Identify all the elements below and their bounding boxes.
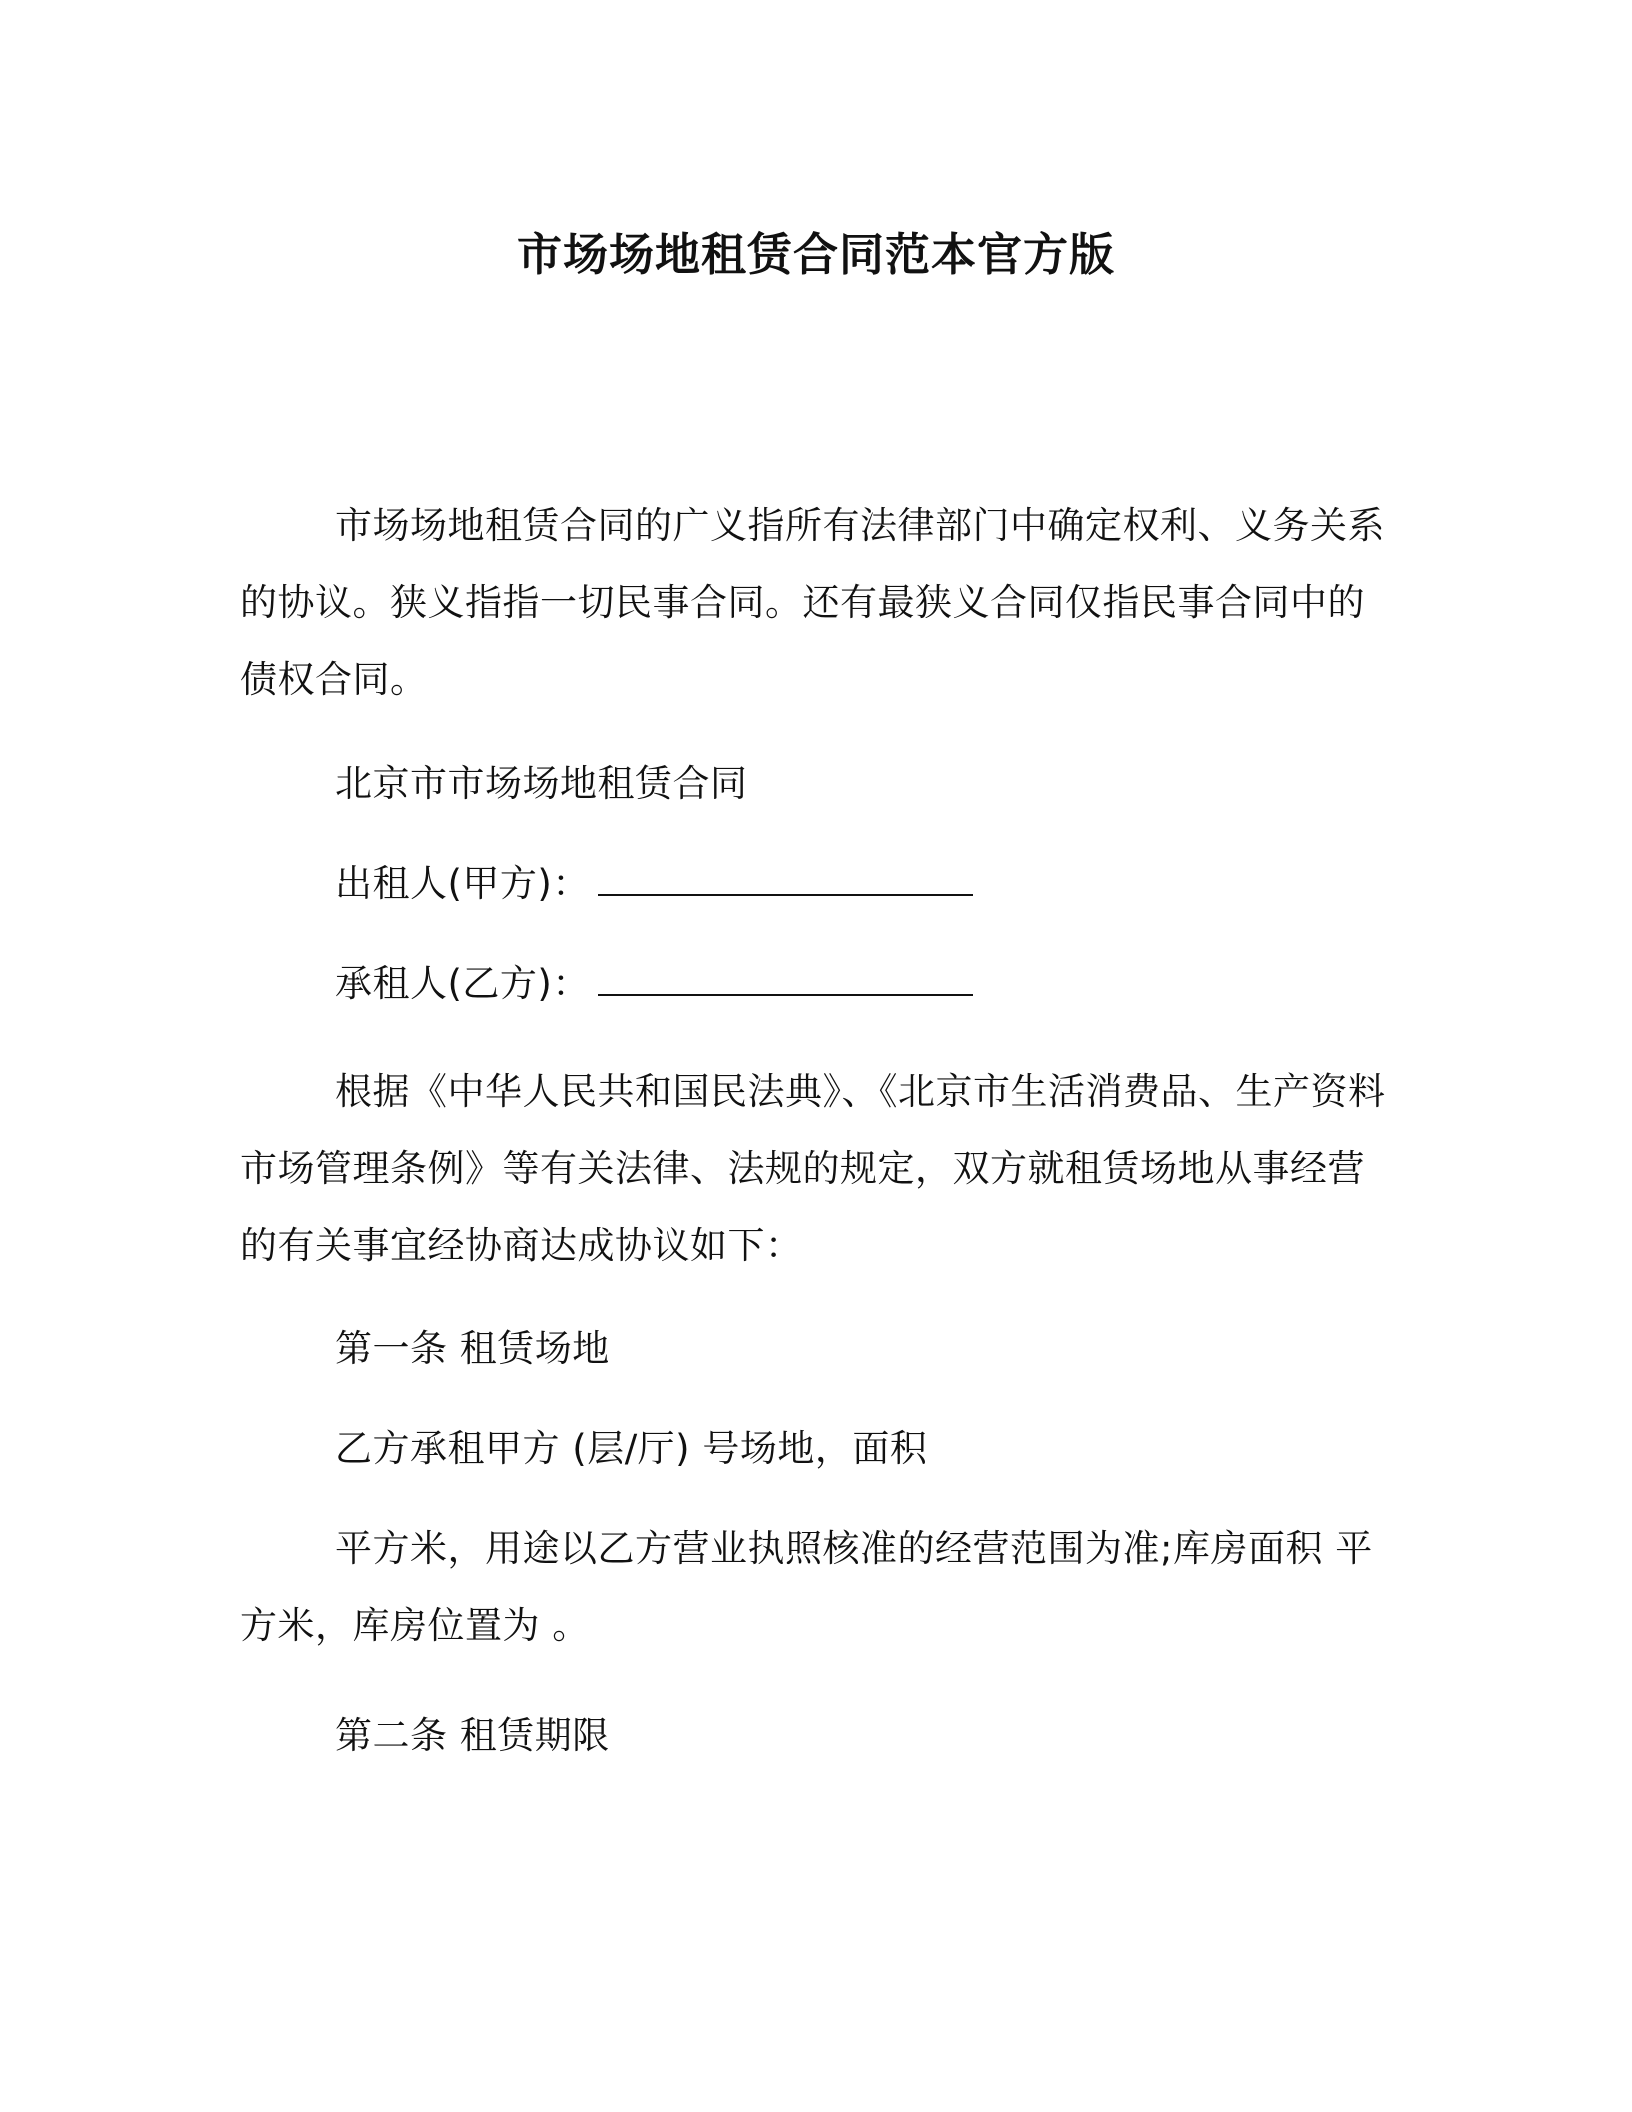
article2-heading: 第二条 租赁期限 xyxy=(335,1714,610,1757)
lessor-line xyxy=(240,845,1390,922)
document-title: 市场场地租赁合同范本官方版 xyxy=(516,228,1115,281)
lessee-label: 承租人(乙方)： xyxy=(335,962,590,1005)
intro-paragraph: 市场场地租赁合同的广义指所有法律部门中确定权利、义务关系的协议。狭义指指一切民事合同。还有最狭义合同仅指民事合同中的债权合同。 xyxy=(240,504,1385,701)
lessor-label: 出租人(甲方)： xyxy=(335,862,590,905)
lessee-line xyxy=(240,945,1390,1022)
article1-heading: 第一条 租赁场地 xyxy=(335,1327,610,1370)
contract-name: 北京市市场场地租赁合同 xyxy=(335,762,748,805)
lessee-blank-line xyxy=(598,964,973,996)
article1-line1: 乙方承租甲方 (层/厅) 号场地，面积 xyxy=(335,1427,928,1470)
basis-paragraph: 根据《中华人民共和国民法典》、《北京市生活消费品、生产资料市场管理条例》等有关法律、法规的规定，双方就租赁场地从事经营的有关事宜经协商达成协议如下： xyxy=(240,1070,1386,1267)
article1-line2: 平方米，用途以乙方营业执照核准的经营范围为准;库房面积 平方米，库房位置为 。 xyxy=(240,1527,1373,1647)
lessor-blank-line xyxy=(598,864,973,896)
